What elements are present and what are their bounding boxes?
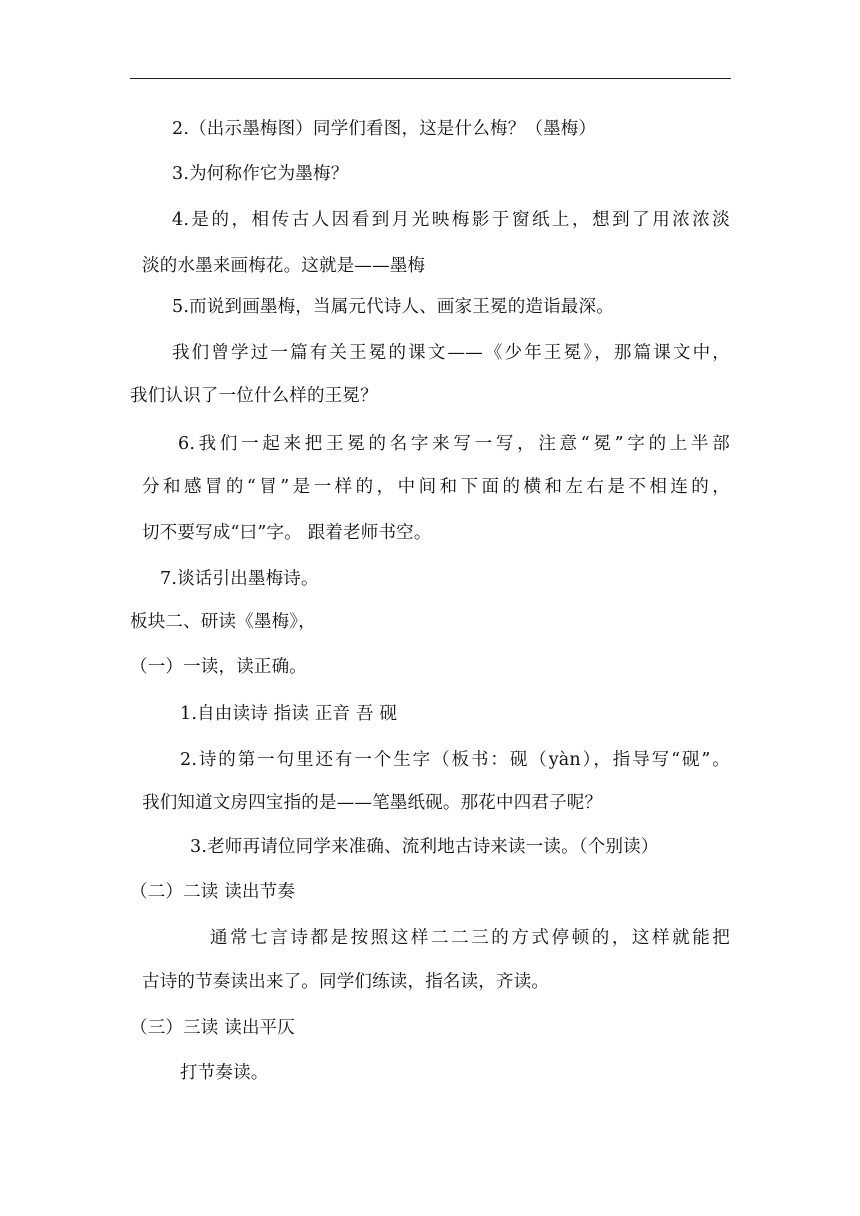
text-line: 我们知道文房四宝指的是——笔墨纸砚。那花中四君子呢？ [142,793,603,813]
text-line: 板块二、研读《墨梅》， [130,612,316,632]
text-line: 古诗的节奏读出来了。同学们练读，指名读，齐读。 [142,972,550,992]
text-line: 我们认识了一位什么样的王冕？ [130,386,378,406]
text-line: 3.为何称作它为墨梅？ [172,164,349,184]
text-line: 打节奏读。 [180,1063,269,1083]
text-line: （三）三读 读出平仄 [130,1018,296,1038]
text-line: 我们曾学过一篇有关王冕的课文——《少年王冕》，那篇课文中， [172,343,730,363]
text-line: 分和感冒的“冒”是一样的，中间和下面的横和左右是不相连的， [142,477,730,497]
text-line: 淡的水墨来画梅花。这就是——墨梅 [142,256,426,276]
text-line: （一）一读，读正确。 [130,657,307,677]
text-line: 切不要写成“曰”字。 跟着老师书空。 [142,523,432,543]
text-line: 6.我们一起来把王冕的名字来写一写，注意“冕”字的上半部 [178,434,730,454]
text-line: 通常七言诗都是按照这样二二三的方式停顿的，这样就能把 [210,928,730,948]
text-line: 5.而说到画墨梅，当属元代诗人、画家王冕的造诣最深。 [172,297,614,317]
text-line: 4.是的，相传古人因看到月光映梅影于窗纸上，想到了用浓浓淡 [172,210,730,230]
text-line: 2.诗的第一句里还有一个生字（板书：砚（yàn），指导写“砚”。 [180,750,730,770]
text-line: 3.老师再请位同学来准确、流利地古诗来读一读。（个别读） [190,837,659,857]
text-line: 7.谈话引出墨梅诗。 [160,569,319,589]
header-rule [130,78,731,79]
text-line: 1.自由读诗 指读 正音 吾 砚 [180,704,398,724]
text-line: 2.（出示墨梅图）同学们看图，这是什么梅？（墨梅） [172,119,597,139]
text-line: （二）二读 读出节奏 [130,882,296,902]
